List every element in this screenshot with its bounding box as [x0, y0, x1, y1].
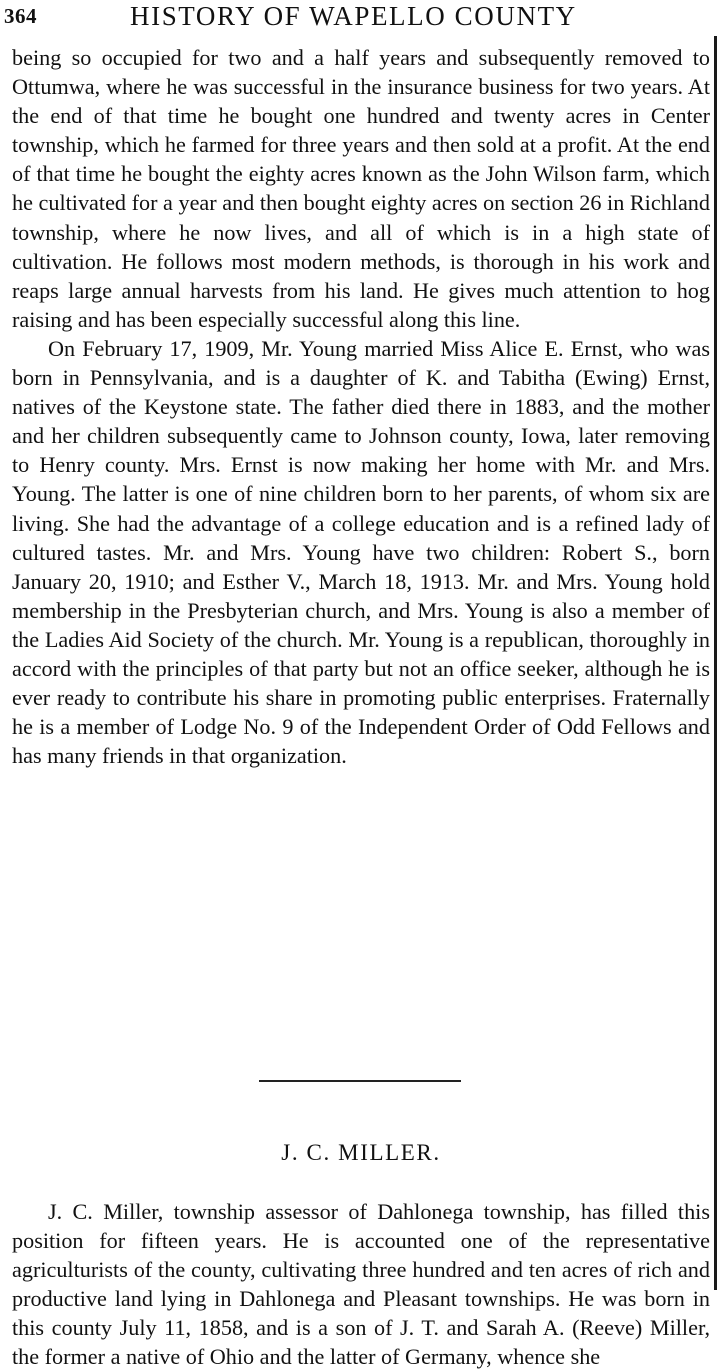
page-number: 364 [4, 4, 37, 28]
running-title: HISTORY OF WAPELLO COUNTY [130, 1, 577, 31]
body-text-bottom [12, 1197, 710, 1372]
section-heading: J. C. MILLER. [281, 1140, 441, 1165]
paragraph-continuation: being so occupied for two and a half years and subsequently removed to Ottumwa, where he was successful in the insurance business for two years. At the end of that time he bought one hundred and twenty acres in Center township, which he farmed for three years and then sold at a profit. At the end of that time he bought the eighty acres known as the John Wilson farm, which he cultivated for a year and then bought eighty acres on section 26 in Richland township, where he now lives, and all of which is in a high state of cultivation. He follows most modern methods, is thorough in his work and reaps large annual harvests from his land. He gives much attention to hog raising and has been especially successful along this line. [12, 45, 710, 332]
body-text-top [12, 43, 710, 770]
page-header [0, 0, 722, 34]
section-divider [259, 1080, 461, 1082]
paragraph-miller: J. C. Miller, township assessor of Dahlonega township, has filled this position for fifteen years. He is accounted one of the representative agriculturists of the county, cultivating three hundred and ten acres of rich and productive land lying in Dahlonega and Pleasant townships. He was born in this county July 11, 1858, and is a son of J. T. and Sarah A. (Reeve) Miller, the former a native of Ohio and the latter of Germany, whence she [12, 1199, 710, 1370]
page-edge-shadow [714, 36, 717, 1290]
paragraph-marriage: On February 17, 1909, Mr. Young married Miss Alice E. Ernst, who was born in Pennsylvania, and is a daughter of K. and Tabitha (Ewing) Ernst, natives of the Keystone state. The father died there in 1883, and the mother and her children subsequently came to Johnson county, Iowa, later removing to Henry county. Mrs. Ernst is now making her home with Mr. and Mrs. Young. The latter is one of nine children born to her parents, of whom six are living. She had the advantage of a college education and is a refined lady of cultured tastes. Mr. and Mrs. Young have two children: Robert S., born January 20, 1910; and Esther V., March 18, 1913. Mr. and Mrs. Young hold membership in the Presbyterian church, and Mrs. Young is also a member of the Ladies Aid Society of the church. Mr. Young is a republican, thoroughly in accord with the principles of that party but not an office seeker, although he is ever ready to contribute his share in promoting public enterprises. Fraternally he is a member of Lodge No. 9 of the Independent Order of Odd Fellows and has many friends in that organization. [12, 335, 710, 769]
